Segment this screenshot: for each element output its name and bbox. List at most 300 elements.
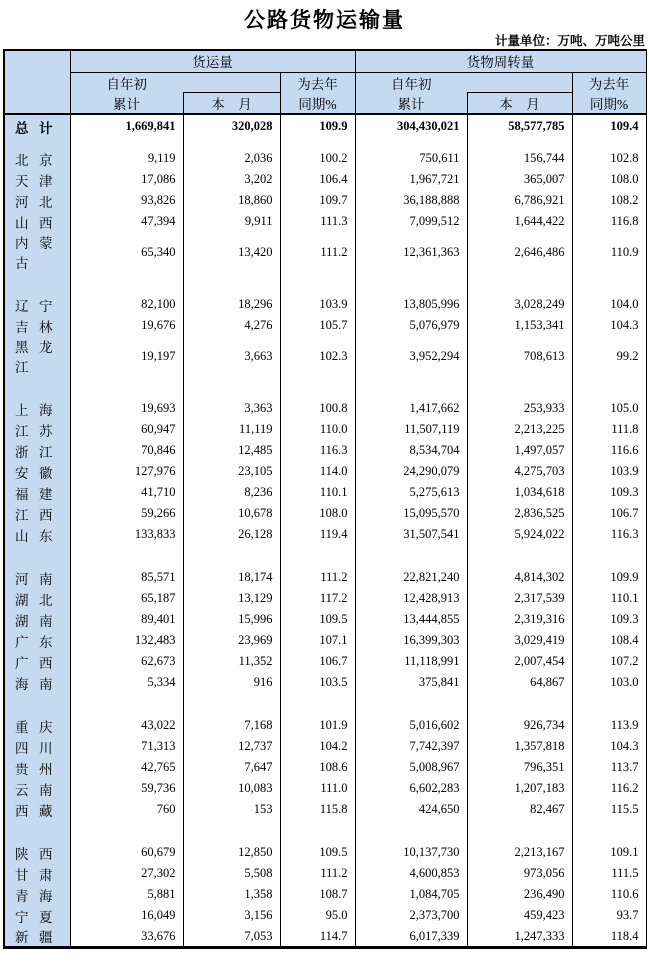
table-body [4,114,646,948]
data-cell: 111.0 [280,778,355,799]
data-cell: 2,213,167 [467,842,572,863]
page-title: 公路货物运输量 [244,9,405,32]
data-cell: 1,967,721 [355,169,467,190]
data-cell: 1,084,705 [355,884,467,905]
data-cell: 109.5 [280,609,355,630]
data-cell: 93,826 [70,190,183,211]
row-label: 辽宁 [4,294,70,315]
table-row [4,524,646,545]
data-cell: 117.2 [280,588,355,609]
data-cell: 3,029,419 [467,630,572,651]
data-cell: 12,485 [183,440,280,461]
data-cell: 111.3 [280,211,355,232]
data-cell: 82,100 [70,294,183,315]
header-freight-turnover: 货物周转量 [355,50,646,72]
row-label: 四川 [4,736,70,757]
data-cell: 8,534,704 [355,440,467,461]
row-label: 宁夏 [4,905,70,926]
data-cell: 119.4 [280,524,355,545]
data-cell [467,272,572,294]
data-cell: 2,836,525 [467,503,572,524]
data-cell [467,545,572,567]
data-cell: 109.4 [572,114,646,138]
data-cell: 2,646,486 [467,232,572,272]
data-cell: 13,444,855 [355,609,467,630]
data-cell: 459,423 [467,905,572,926]
data-cell: 6,786,921 [467,190,572,211]
data-cell: 424,650 [355,799,467,820]
data-cell: 111.5 [572,863,646,884]
data-cell: 108.0 [280,503,355,524]
data-cell [280,272,355,294]
row-label: 天津 [4,169,70,190]
data-cell: 104.2 [280,736,355,757]
table-row [4,736,646,757]
data-cell: 6,602,283 [355,778,467,799]
spacer-row [4,272,646,294]
data-cell: 708,613 [467,336,572,376]
data-cell: 12,428,913 [355,588,467,609]
header-yoy-bottom-2: 同期% [572,93,646,115]
data-cell: 253,933 [467,398,572,419]
data-cell: 7,742,397 [355,736,467,757]
row-label: 北京 [4,148,70,169]
data-cell [467,376,572,398]
row-label: 总计 [4,114,70,138]
data-cell: 133,833 [70,524,183,545]
data-cell [70,272,183,294]
data-cell: 13,805,996 [355,294,467,315]
data-cell: 4,275,703 [467,461,572,482]
data-cell: 19,693 [70,398,183,419]
data-cell: 11,119 [183,419,280,440]
data-cell [70,138,183,148]
row-label: 江苏 [4,419,70,440]
table-row [4,419,646,440]
header-row-sections [4,50,646,72]
data-cell: 104.3 [572,736,646,757]
data-cell: 59,266 [70,503,183,524]
row-label [4,693,70,715]
data-cell: 71,313 [70,736,183,757]
data-cell: 11,118,991 [355,651,467,672]
table-row [4,398,646,419]
row-label: 吉林 [4,315,70,336]
data-cell: 10,137,730 [355,842,467,863]
data-cell: 7,168 [183,715,280,736]
header-gap-2 [467,72,572,93]
data-cell: 109.5 [280,842,355,863]
data-cell [572,138,646,148]
table-row [4,651,646,672]
data-cell: 113.7 [572,757,646,778]
data-cell: 114.0 [280,461,355,482]
data-cell: 85,571 [70,567,183,588]
data-cell: 26,128 [183,524,280,545]
data-cell: 2,319,316 [467,609,572,630]
data-cell: 17,086 [70,169,183,190]
data-cell: 7,053 [183,926,280,948]
data-cell: 33,676 [70,926,183,948]
data-cell: 13,129 [183,588,280,609]
data-cell: 320,028 [183,114,280,138]
data-cell: 108.4 [572,630,646,651]
data-cell: 65,187 [70,588,183,609]
data-cell: 111.2 [280,567,355,588]
row-label: 云南 [4,778,70,799]
row-label: 内蒙古 [4,232,70,272]
table-row [4,232,646,272]
data-cell: 116.3 [280,440,355,461]
data-cell: 105.7 [280,315,355,336]
total-row [4,114,646,138]
data-cell: 103.9 [280,294,355,315]
data-cell: 108.2 [572,190,646,211]
table-row [4,842,646,863]
data-cell: 109.7 [280,190,355,211]
data-cell: 10,678 [183,503,280,524]
data-cell: 3,363 [183,398,280,419]
row-label: 山西 [4,211,70,232]
header-cumulative-top-1: 自年初 [70,72,183,93]
table-row [4,715,646,736]
data-cell: 1,034,618 [467,482,572,503]
data-cell [355,376,467,398]
data-cell [572,272,646,294]
corner-cell [4,50,70,114]
data-cell [70,376,183,398]
data-cell [355,272,467,294]
data-cell: 110.0 [280,419,355,440]
data-cell: 2,007,454 [467,651,572,672]
data-cell: 103.5 [280,672,355,693]
data-cell: 110.1 [572,588,646,609]
data-cell: 19,676 [70,315,183,336]
data-cell: 4,276 [183,315,280,336]
data-cell: 106.4 [280,169,355,190]
table-row [4,863,646,884]
row-label: 陕西 [4,842,70,863]
data-cell [70,820,183,842]
data-cell: 59,736 [70,778,183,799]
data-cell: 47,394 [70,211,183,232]
data-cell: 109.3 [572,609,646,630]
data-cell [355,820,467,842]
table-row [4,778,646,799]
data-cell: 116.3 [572,524,646,545]
data-cell: 108.0 [572,169,646,190]
table-row [4,905,646,926]
table-row [4,190,646,211]
data-cell: 5,334 [70,672,183,693]
data-cell: 95.0 [280,905,355,926]
data-cell: 7,099,512 [355,211,467,232]
data-cell: 926,734 [467,715,572,736]
data-cell: 11,507,119 [355,419,467,440]
data-cell: 760 [70,799,183,820]
data-cell: 916 [183,672,280,693]
data-cell: 111.2 [280,863,355,884]
row-label: 河北 [4,190,70,211]
data-cell: 375,841 [355,672,467,693]
row-label: 甘肃 [4,863,70,884]
table-row [4,567,646,588]
data-cell: 19,197 [70,336,183,376]
data-cell: 973,056 [467,863,572,884]
data-cell: 115.8 [280,799,355,820]
freight-table [3,49,647,949]
row-label [4,545,70,567]
row-label: 广东 [4,630,70,651]
data-cell: 58,577,785 [467,114,572,138]
data-cell: 132,483 [70,630,183,651]
data-cell: 7,647 [183,757,280,778]
data-cell: 64,867 [467,672,572,693]
data-cell: 3,952,294 [355,336,467,376]
table-row [4,672,646,693]
data-cell: 12,850 [183,842,280,863]
data-cell: 1,247,333 [467,926,572,948]
data-cell: 1,669,841 [70,114,183,138]
data-cell: 1,207,183 [467,778,572,799]
table-row [4,148,646,169]
data-cell: 106.7 [280,651,355,672]
data-cell: 1,417,662 [355,398,467,419]
data-cell: 127,976 [70,461,183,482]
data-cell: 750,611 [355,148,467,169]
data-cell [183,545,280,567]
row-label: 贵州 [4,757,70,778]
data-cell [70,545,183,567]
data-cell: 1,153,341 [467,315,572,336]
row-label [4,138,70,148]
header-month-2: 本 月 [467,93,572,115]
row-label: 上海 [4,398,70,419]
data-cell: 2,373,700 [355,905,467,926]
data-cell: 100.8 [280,398,355,419]
data-cell: 3,156 [183,905,280,926]
data-cell [280,693,355,715]
data-cell: 5,881 [70,884,183,905]
data-cell: 156,744 [467,148,572,169]
row-label: 湖北 [4,588,70,609]
row-label: 黑龙江 [4,336,70,376]
data-cell: 41,710 [70,482,183,503]
data-cell: 60,679 [70,842,183,863]
data-cell: 116.6 [572,440,646,461]
header-yoy-top-1: 为去年 [280,72,355,93]
row-label: 浙江 [4,440,70,461]
data-cell [572,545,646,567]
data-cell: 6,017,339 [355,926,467,948]
row-label: 河南 [4,567,70,588]
data-cell: 796,351 [467,757,572,778]
row-label: 青海 [4,884,70,905]
spacer-row [4,545,646,567]
data-cell: 60,947 [70,419,183,440]
row-label: 新疆 [4,926,70,948]
spacer-row [4,376,646,398]
data-cell: 10,083 [183,778,280,799]
data-cell: 102.3 [280,336,355,376]
data-cell: 11,352 [183,651,280,672]
data-cell: 5,275,613 [355,482,467,503]
table-row [4,503,646,524]
data-cell: 4,600,853 [355,863,467,884]
data-cell: 13,420 [183,232,280,272]
unit-note: 计量单位：万吨、万吨公里 [494,34,645,48]
spacer-row [4,138,646,148]
table-row [4,461,646,482]
spacer-row [4,693,646,715]
table-row [4,609,646,630]
row-label: 西藏 [4,799,70,820]
data-cell: 12,737 [183,736,280,757]
data-cell [572,376,646,398]
data-cell: 31,507,541 [355,524,467,545]
data-cell: 23,969 [183,630,280,651]
data-cell: 82,467 [467,799,572,820]
data-cell: 93.7 [572,905,646,926]
table-row [4,799,646,820]
data-cell: 109.9 [280,114,355,138]
row-label: 安徽 [4,461,70,482]
data-cell: 3,202 [183,169,280,190]
data-cell: 101.9 [280,715,355,736]
data-cell: 9,911 [183,211,280,232]
data-cell [70,693,183,715]
table-row [4,294,646,315]
data-cell: 99.2 [572,336,646,376]
data-cell: 12,361,363 [355,232,467,272]
data-cell: 15,095,570 [355,503,467,524]
data-cell: 108.6 [280,757,355,778]
data-cell: 105.0 [572,398,646,419]
data-cell [280,138,355,148]
table-row [4,884,646,905]
data-cell [183,376,280,398]
data-cell: 8,236 [183,482,280,503]
data-cell [572,820,646,842]
data-cell: 23,105 [183,461,280,482]
data-cell: 43,022 [70,715,183,736]
data-cell: 365,007 [467,169,572,190]
data-cell: 153 [183,799,280,820]
data-cell: 110.1 [280,482,355,503]
data-cell: 104.0 [572,294,646,315]
row-label: 山东 [4,524,70,545]
data-cell: 104.3 [572,315,646,336]
data-cell: 114.7 [280,926,355,948]
data-cell [280,820,355,842]
table-row [4,336,646,376]
data-cell: 118.4 [572,926,646,948]
row-label: 重庆 [4,715,70,736]
data-cell: 18,860 [183,190,280,211]
data-cell: 5,016,602 [355,715,467,736]
data-cell: 106.7 [572,503,646,524]
table-row [4,315,646,336]
data-cell: 102.8 [572,148,646,169]
data-cell: 2,036 [183,148,280,169]
data-cell: 9,119 [70,148,183,169]
data-cell: 16,049 [70,905,183,926]
data-cell: 24,290,079 [355,461,467,482]
data-cell [355,545,467,567]
table-row [4,169,646,190]
table-row [4,440,646,461]
data-cell [467,693,572,715]
header-cumulative-bottom-1: 累计 [70,93,183,115]
data-cell [183,693,280,715]
data-cell [183,272,280,294]
data-cell: 70,846 [70,440,183,461]
data-cell: 5,008,967 [355,757,467,778]
data-cell: 109.3 [572,482,646,503]
data-cell: 22,821,240 [355,567,467,588]
data-cell: 109.9 [572,567,646,588]
table-row [4,630,646,651]
data-cell: 113.9 [572,715,646,736]
row-label [4,272,70,294]
data-cell: 103.0 [572,672,646,693]
table-row [4,757,646,778]
data-cell: 1,357,818 [467,736,572,757]
header-freight-volume: 货运量 [70,50,355,72]
header-month-1: 本 月 [183,93,280,115]
spacer-row [4,820,646,842]
data-cell: 109.1 [572,842,646,863]
data-cell [355,693,467,715]
data-cell: 5,508 [183,863,280,884]
header-cumulative-top-2: 自年初 [355,72,467,93]
data-cell: 65,340 [70,232,183,272]
header-yoy-bottom-1: 同期% [280,93,355,115]
data-cell: 62,673 [70,651,183,672]
data-cell: 116.2 [572,778,646,799]
data-cell: 2,213,225 [467,419,572,440]
header-gap-1 [183,72,280,93]
table-row [4,482,646,503]
header-cumulative-bottom-2: 累计 [355,93,467,115]
row-label [4,376,70,398]
data-cell: 110.9 [572,232,646,272]
data-cell [572,693,646,715]
data-cell: 5,076,979 [355,315,467,336]
data-cell: 27,302 [70,863,183,884]
header-row-sub-top [4,72,646,93]
data-cell: 18,296 [183,294,280,315]
data-cell: 108.7 [280,884,355,905]
data-cell: 107.1 [280,630,355,651]
header-row-sub-bottom [4,93,646,115]
data-cell [183,138,280,148]
data-cell: 1,358 [183,884,280,905]
data-cell: 110.6 [572,884,646,905]
table-row [4,211,646,232]
data-cell: 115.5 [572,799,646,820]
table-row [4,926,646,948]
data-cell: 1,644,422 [467,211,572,232]
data-cell: 1,497,057 [467,440,572,461]
row-label: 江西 [4,503,70,524]
data-cell: 4,814,302 [467,567,572,588]
data-cell [183,820,280,842]
data-cell: 2,317,539 [467,588,572,609]
data-cell [280,376,355,398]
table-row [4,588,646,609]
data-cell: 89,401 [70,609,183,630]
